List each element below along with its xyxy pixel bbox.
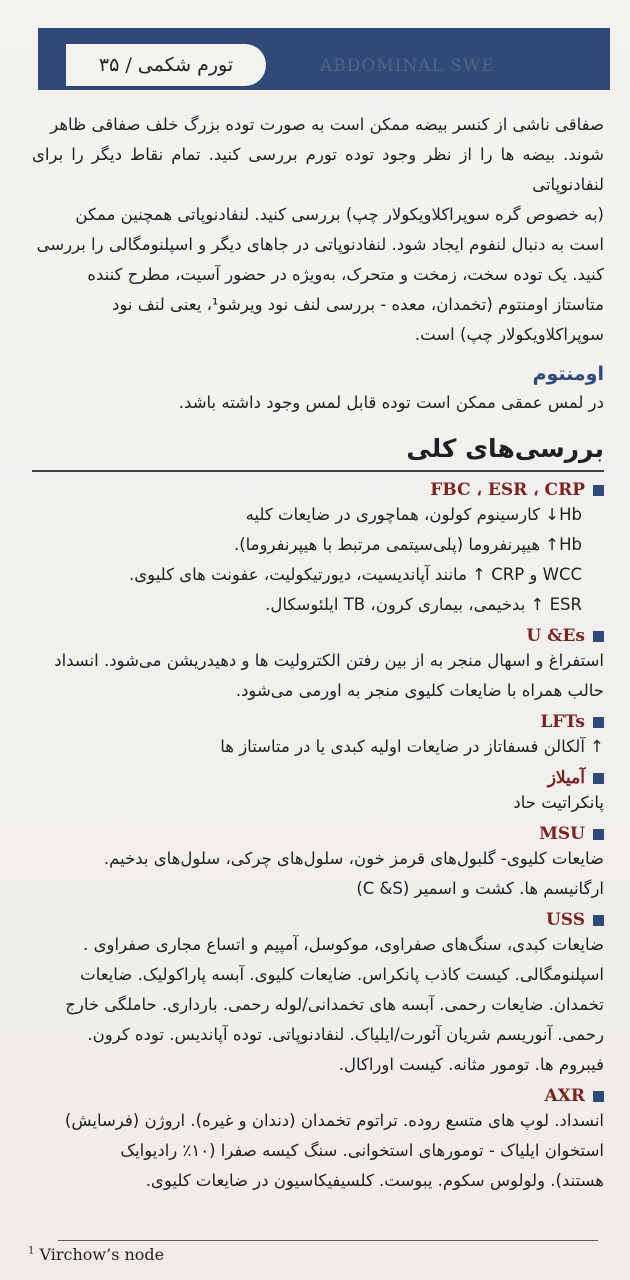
investigation-item (32, 1086, 604, 1196)
investigation-item (32, 626, 604, 706)
investigation-heading-text: USS (545, 910, 585, 930)
investigation-line: ESR ↑ بدخیمی، بیماری کرون، TB ایلئوسکال. (265, 595, 582, 614)
square-bullet-icon (593, 631, 604, 642)
investigation-line: اسپلنومگالی. کیست کاذب پانکراس. ضایعات کلیوی. آبسه پاراکولیک. ضایعات (80, 965, 604, 984)
page-title: تورم شکمی / ۳۵ (98, 54, 234, 76)
intro-line: صفاقی ناشی از کنسر بیضه ممکن است به صورت توده بزرگ خلف صفاقی ظاهر (50, 115, 604, 134)
investigation-line: رحمی. آنوریسم شریان آئورت/ایلیاک. لنفادنوپاتی. توده آپاندیس. توده کرون. (87, 1025, 604, 1044)
footnote-text: Virchow’s node (39, 1245, 165, 1264)
square-bullet-icon (593, 485, 604, 496)
investigation-line: انسداد. لوپ های متسع روده. تراتوم تخمدان (دندان و غیره). اروژن (فرسایش) (64, 1111, 604, 1130)
square-bullet-icon (593, 829, 604, 840)
investigation-heading (32, 626, 604, 646)
investigation-line: تخمدان. ضایعات رحمی. آبسه های تخمدانی/لوله رحمی. بارداری. حاملگی خارج (65, 995, 604, 1014)
investigation-item (32, 910, 604, 1080)
investigation-heading-text: LFTs (540, 712, 585, 732)
investigation-line: ارگانیسم ها. کشت و اسمیر (C &S) (356, 879, 604, 898)
investigation-line: Hb↓ کارسینوم کولون، هماچوری در ضایعات کلیه (245, 505, 582, 524)
square-bullet-icon (593, 915, 604, 926)
investigation-heading (32, 480, 604, 500)
omentum-text: در لمس عمقی ممکن است توده قابل لمس وجود داشته باشد. (178, 393, 604, 412)
footnote-divider (58, 1240, 598, 1241)
investigation-line: هستند). ولولوس سکوم. یبوست. کلسیفیکاسیون در ضایعات کلیوی. (145, 1171, 604, 1190)
footnote-mark: 1 (28, 1245, 35, 1257)
investigation-heading-text: MSU (539, 824, 585, 844)
square-bullet-icon (593, 773, 604, 784)
investigation-heading (32, 712, 604, 732)
investigation-heading-text: آمیلاز (547, 768, 585, 788)
intro-line: شوند. بیضه ها را از نظر وجود توده تورم بررسی کنید. تمام نقاط دیگر را برای لنفادنوپاتی (32, 145, 604, 194)
investigation-line: فیبروم ها. تومور مثانه. کیست اوراکال. (338, 1055, 604, 1074)
investigation-line: ↑ آلکالن فسفاتاز در ضایعات اولیه کبدی یا در متاستاز ها (220, 737, 604, 756)
investigation-heading-text: AXR (544, 1086, 585, 1106)
investigation-line: WCC و CRP ↑ مانند آپاندیسیت، دیورتیکولیت، عفونت های کلیوی. (129, 565, 582, 584)
intro-line: سوپراکلاویکولار چپ) است. (414, 325, 604, 344)
investigation-line: حالب همراه با ضایعات کلیوی منجر به اورمی می‌شود. (235, 681, 604, 700)
omentum-heading: اومنتوم (532, 363, 604, 385)
investigation-heading-text: U &Es (526, 626, 585, 646)
investigation-line: ضایعات کلیوی- گلبول‌های قرمز خون، سلول‌های چرکی، سلول‌های بدخیم. (103, 849, 604, 868)
investigation-heading (32, 768, 604, 788)
investigation-heading (32, 910, 604, 930)
section-title: بررسی‌های کلی (406, 434, 604, 463)
footnote (28, 1245, 164, 1264)
intro-line: متاستاز اومنتوم (تخمدان، معده - بررسی لنف نود ویرشو¹، یعنی لنف نود (112, 295, 604, 314)
page-content (32, 110, 604, 1196)
intro-paragraph (32, 110, 604, 350)
investigation-line: پانکراتیت حاد (513, 793, 604, 812)
section-divider (32, 470, 604, 472)
investigation-line: استفراغ و اسهال منجر به از بین رفتن الکترولیت ها و دهیدریشن می‌شود. انسداد (54, 651, 604, 670)
intro-line: است به دنبال لنفوم ایجاد شود. لنفادنوپاتی در جاهای دیگر و اسپلنومگالی را بررسی (36, 235, 604, 254)
investigation-heading (32, 824, 604, 844)
intro-line: (به خصوص گره سوپراکلاویکولار چپ) بررسی کنید. لنفادنوپاتی همچنین ممکن (75, 205, 604, 224)
page-header (66, 44, 266, 86)
investigation-item (32, 768, 604, 818)
square-bullet-icon (593, 1091, 604, 1102)
square-bullet-icon (593, 717, 604, 728)
header-ghost-text: ABDOMINAL SWE (320, 56, 495, 76)
investigation-line: ضایعات کبدی، سنگ‌های صفراوی، موکوسل، آمپیم و اتساع مجاری صفراوی . (83, 935, 604, 954)
investigation-heading-text: FBC ، ESR ، CRP (430, 480, 585, 500)
intro-line: کنید. یک توده سخت، زمخت و متحرک، به‌ویژه در حضور آسیت، مطرح کننده (87, 265, 604, 284)
investigation-item (32, 824, 604, 904)
investigation-item (32, 480, 604, 620)
investigation-line: Hb↑ هیپرنفروما (پلی‌سیتمی مرتبط با هیپرنفروما). (233, 535, 582, 554)
investigations-list (32, 480, 604, 1196)
investigation-line: استخوان ایلیاک - تومورهای استخوانی. سنگ کیسه صفرا (۱۰٪ رادیوایک (120, 1141, 604, 1160)
investigation-heading (32, 1086, 604, 1106)
investigation-item (32, 712, 604, 762)
